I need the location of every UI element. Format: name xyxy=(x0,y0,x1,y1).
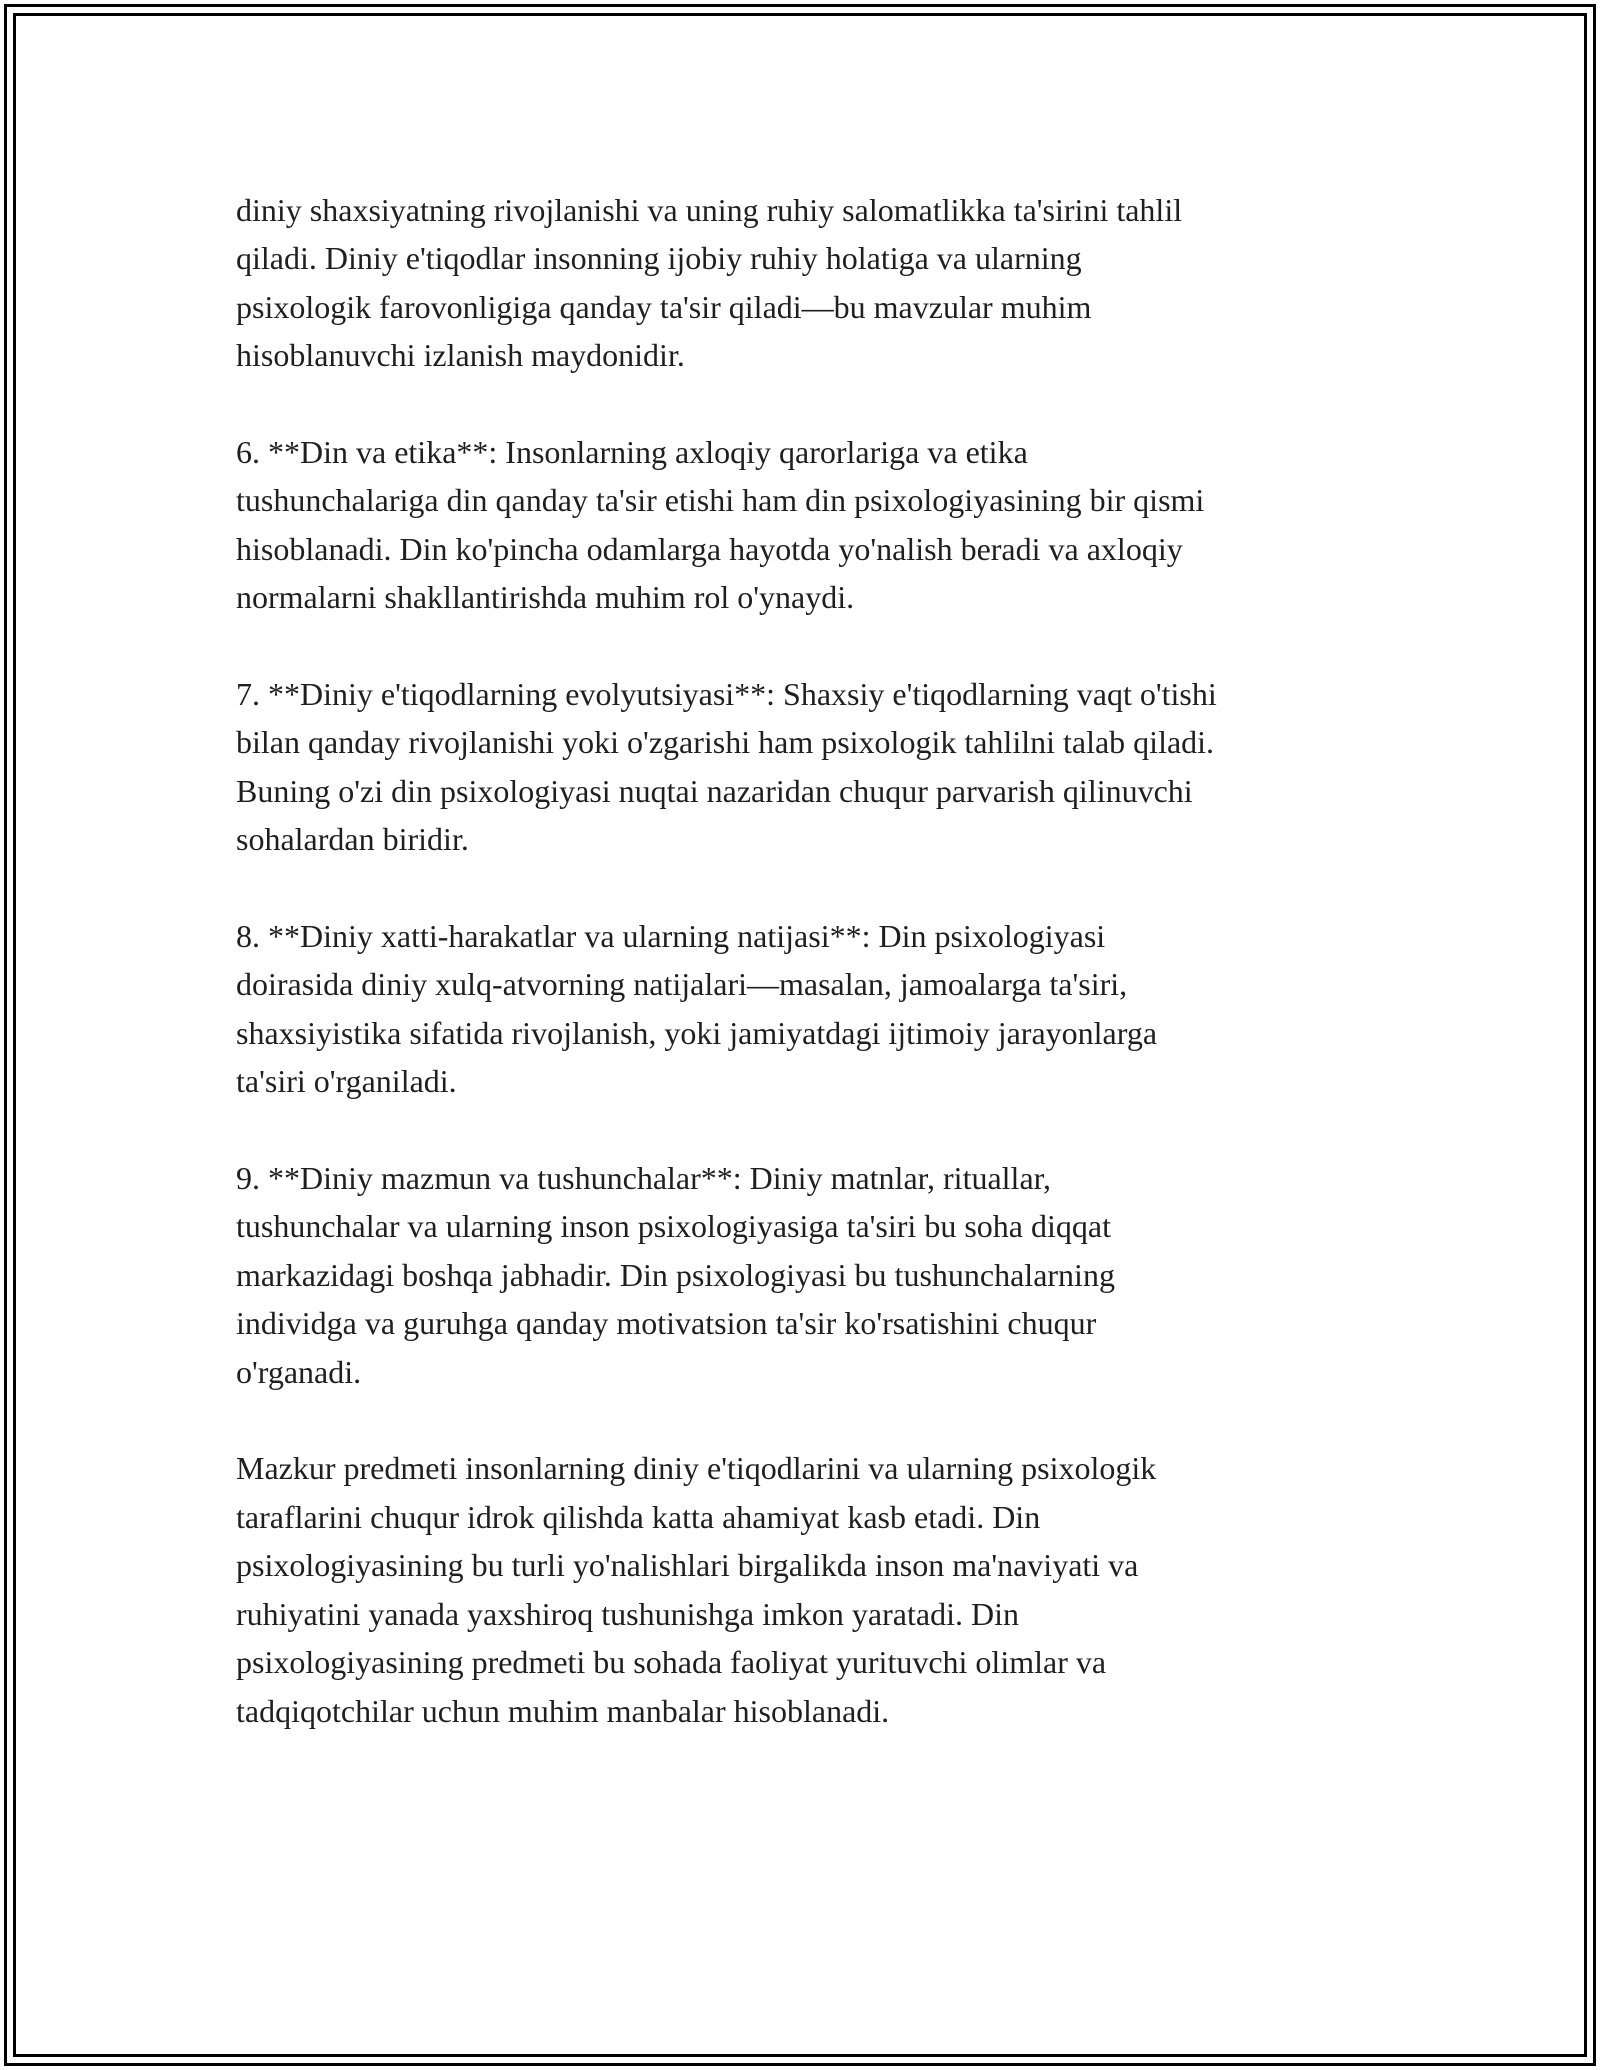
paragraph-item-7: 7. **Diniy e'tiqodlarning evolyutsiyasi**: Shaxsiy e'tiqodlarning vaqt o'tishi bilan qanday rivojlanishi yoki o'zgarishi ham psixologik tahlilni talab qiladi. Buning o'zi din psixologiyasi nuqtai nazaridan chuqur parvarish qilinuvchi sohalardan biridir. xyxy=(236,676,1217,858)
paragraph-conclusion: Mazkur predmeti insonlarning diniy e'tiqodlarini va ularning psixologik taraflarini chuqur idrok qilishda katta ahamiyat kasb etadi. Din psixologiyasining bu turli yo'nalishlari birgalikda inson ma'naviyati va ruhiyatini yanada yaxshiroq tushunishga imkon yaratadi. Din psixologiyasining predmeti bu sohada faoliyat yurituvchi olimlar va tadqiqotchilar uchun muhim manbalar hisoblanadi. xyxy=(236,1450,1157,1729)
paragraph-item-8: 8. **Diniy xatti-harakatlar va ularning natijasi**: Din psixologiyasi doirasida diniy xulq-atvorning natijalari—masalan, jamoalarga ta'siri, shaxsiyistika sifatida rivojlanish, yoki jamiyatdagi ijtimoiy jarayonlarga ta'siri o'rganiladi. xyxy=(236,918,1158,1100)
paragraph-item-9: 9. **Diniy mazmun va tushunchalar**: Diniy matnlar, rituallar, tushunchalar va ularning inson psixologiyasiga ta'siri bu soha diqqat markazidagi boshqa jabhadir. Din psixologiyasi bu tushunchalarning individga va guruhga qanday motivatsion ta'sir ko'rsatishini chuqur o'rganadi. xyxy=(236,1160,1115,1390)
document-body xyxy=(236,186,1376,1735)
paragraph-intro-continuation: diniy shaxsiyatning rivojlanishi va uning ruhiy salomatlikka ta'sirini tahlil qiladi. Diniy e'tiqodlar insonning ijobiy ruhiy holatiga va ularning psixologik farovonligiga qanday ta'sir qiladi—bu mavzular muhim hisoblanuvchi izlanish maydonidir. xyxy=(236,192,1183,374)
paragraph-item-6: 6. **Din va etika**: Insonlarning axloqiy qarorlariga va etika tushunchalariga din qanday ta'sir etishi ham din psixologiyasining bir qismi hisoblanadi. Din ko'pincha odamlarga hayotda yo'nalish beradi va axloqiy normalarni shakllantirishda muhim rol o'ynaydi. xyxy=(236,434,1205,616)
